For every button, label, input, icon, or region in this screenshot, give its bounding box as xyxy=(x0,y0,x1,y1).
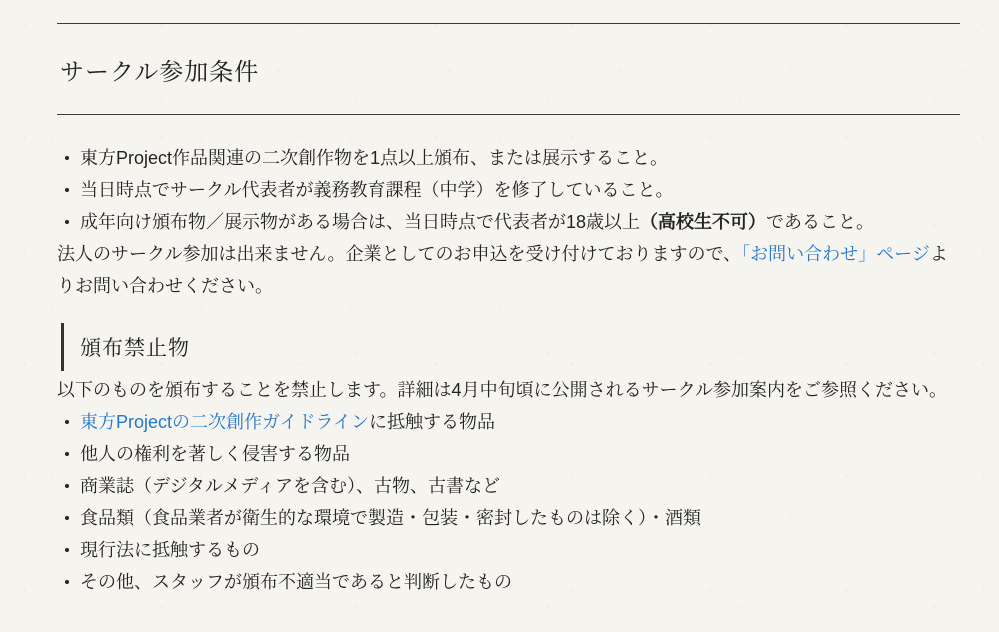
bullet-icon xyxy=(65,156,69,160)
condition-text: 東方Project作品関連の二次創作物を1点以上頒布、または展示すること。 xyxy=(80,148,669,168)
condition-text-post: であること。 xyxy=(766,212,875,232)
list-item xyxy=(57,438,960,470)
conditions-list xyxy=(57,142,960,238)
bullet-icon xyxy=(65,580,69,584)
list-item xyxy=(57,470,960,502)
prohibited-heading: 頒布禁止物 xyxy=(80,337,190,360)
bullet-icon xyxy=(65,516,69,520)
list-item xyxy=(57,174,960,206)
bullet-icon xyxy=(65,188,69,192)
page-title: サークル参加条件 xyxy=(60,58,260,86)
list-item xyxy=(57,142,960,174)
bullet-icon xyxy=(65,452,69,456)
condition-text: 当日時点でサークル代表者が義務教育課程（中学）を修了していること。 xyxy=(80,180,674,200)
page-title-section xyxy=(57,23,960,115)
prohibited-list xyxy=(57,406,960,598)
prohibited-item: 現行法に抵触するもの xyxy=(80,540,260,560)
corporate-note-post: よりお問い合わせください。 xyxy=(57,244,948,296)
prohibited-item: 食品類（食品業者が衛生的な環境で製造・包装・密封したものは除く）・酒類 xyxy=(80,508,701,528)
bullet-icon xyxy=(65,220,69,224)
corporate-note xyxy=(57,238,960,302)
list-item xyxy=(57,206,960,238)
list-item xyxy=(57,534,960,566)
corporate-note-pre: 法人のサークル参加は出来ません。企業としてのお申込を受け付けておりますので、 xyxy=(57,244,742,264)
list-item xyxy=(57,406,960,438)
condition-text-pre: 成年向け頒布物／展示物がある場合は、当日時点で代表者が18歳以上 xyxy=(80,212,641,232)
prohibited-intro: 以下のものを頒布することを禁止します。詳細は4月中旬頃に公開されるサークル参加案内をご参照ください。 xyxy=(57,380,948,400)
bullet-icon xyxy=(65,420,69,424)
bullet-icon xyxy=(65,548,69,552)
list-item xyxy=(57,502,960,534)
guideline-link[interactable]: 東方Projectの二次創作ガイドライン xyxy=(80,412,369,432)
prohibited-heading-block xyxy=(61,323,960,371)
condition-text-bold: （高校生不可） xyxy=(640,212,767,232)
main-content xyxy=(57,23,960,598)
prohibited-item: 他人の権利を著しく侵害する物品 xyxy=(80,444,350,464)
prohibited-item: その他、スタッフが頒布不適当であると判断したもの xyxy=(80,572,512,592)
contact-page-link[interactable]: 「お問い合わせ」ページ xyxy=(741,244,930,264)
prohibited-item: 商業誌（デジタルメディアを含む）、古物、古書など xyxy=(80,476,500,496)
condition-text xyxy=(80,206,874,238)
page-background xyxy=(0,23,999,632)
prohibited-item xyxy=(80,406,495,438)
bullet-icon xyxy=(65,484,69,488)
prohibited-item-post: に抵触する物品 xyxy=(368,412,495,432)
list-item xyxy=(57,566,960,598)
